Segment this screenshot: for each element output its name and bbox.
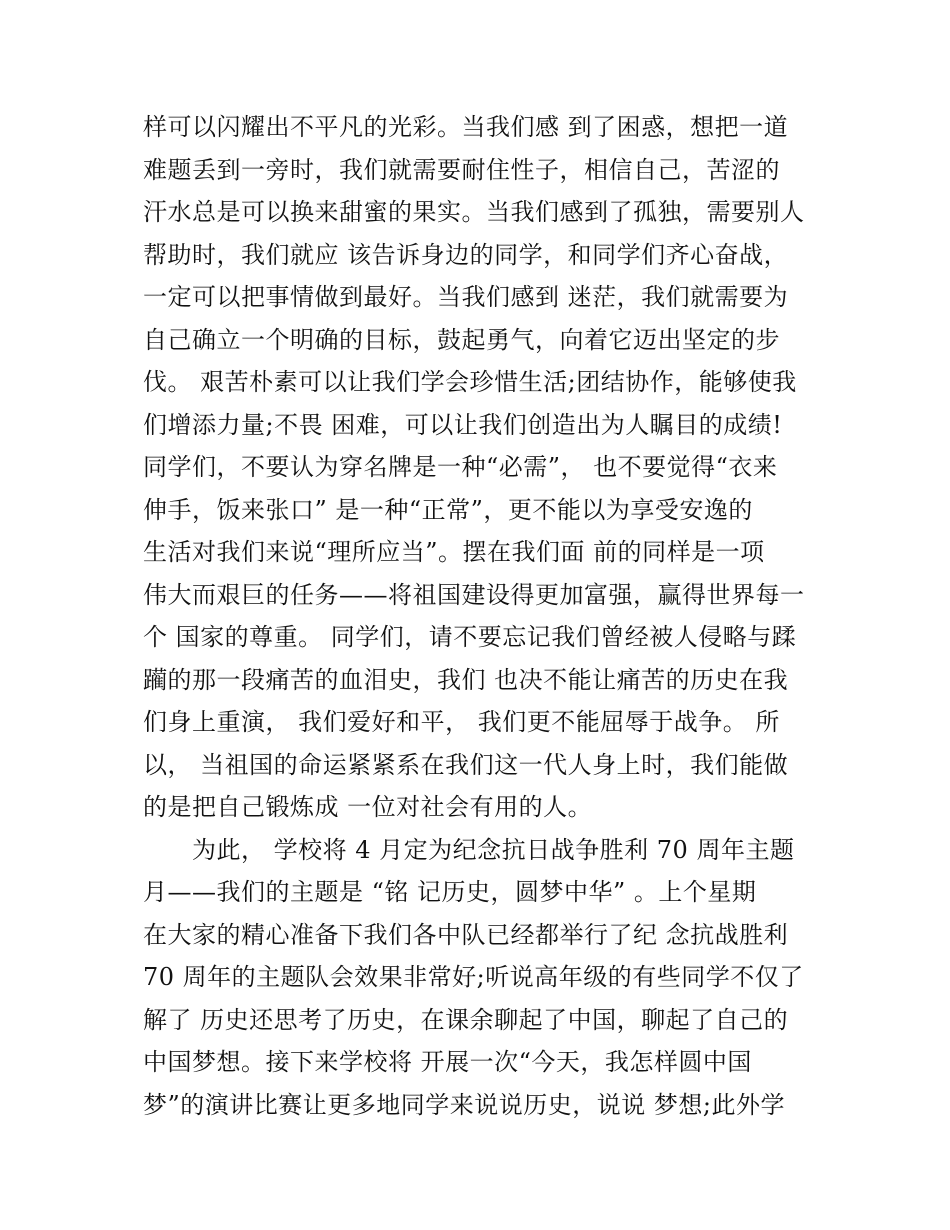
body-text [143, 106, 823, 1126]
text-line: 为此， 学校将 4 月定为纪念抗日战争胜利 70 周年主题 [143, 835, 795, 864]
text-line: 70 周年的主题队会效果非常好;听说高年级的有些同学不仅了 [143, 963, 804, 991]
text-line: 梦”的演讲比赛让更多地同学来说说历史，说说 梦想;此外学 [143, 1090, 785, 1119]
text-line: 同学们，不要认为穿名牌是一种“必需”， 也不要觉得“衣来 [143, 453, 778, 481]
text-line: 在大家的精心准备下我们各中队已经都举行了纪 念抗战胜利 [143, 920, 789, 949]
text-line: 自己确立一个明确的目标，鼓起勇气，向着它迈出坚定的步 [143, 325, 780, 354]
text-line: 解了 历史还思考了历史，在课余聊起了中国，聊起了自己的 [143, 1005, 789, 1034]
text-line: 月——我们的主题是 “铭 记历史，圆梦中华” 。上个星期 [143, 878, 757, 906]
text-line: 汗水总是可以换来甜蜜的果实。当我们感到了孤独，需要别人 [143, 198, 805, 226]
text-line: 个 国家的尊重。 同学们，请不要忘记我们曾经被人侵略与蹂 [143, 623, 797, 651]
text-line: 伐。 艰苦朴素可以让我们学会珍惜生活;团结协作，能够使我 [143, 368, 797, 396]
text-line: 中国梦想。接下来学校将 开展一次“今天，我怎样圆中国 [143, 1048, 752, 1076]
text-line: 帮助时，我们就应 该告诉身边的同学，和同学们齐心奋战， [143, 240, 789, 269]
text-line: 一定可以把事情做到最好。当我们感到 迷茫，我们就需要为 [143, 283, 789, 311]
text-line: 样可以闪耀出不平凡的光彩。当我们感 到了困惑，想把一道 [143, 113, 789, 141]
text-line: 伸手，饭来张口” 是一种“正常”，更不能以为享受安逸的 [143, 495, 753, 524]
text-line: 伟大而艰巨的任务——将祖国建设得更加富强，赢得世界每一 [143, 580, 805, 609]
text-line: 躏的那一段痛苦的血泪史，我们 也决不能让痛苦的历史在我 [143, 665, 789, 694]
text-line: 生活对我们来说“理所应当”。摆在我们面 前的同样是一项 [143, 538, 765, 566]
text-line: 们增添力量;不畏 困难，可以让我们创造出为人瞩目的成绩! [143, 410, 783, 439]
text-line: 难题丢到一旁时，我们就需要耐住性子，相信自己，苦涩的 [143, 155, 780, 184]
text-line: 以， 当祖国的命运紧紧系在我们这一代人身上时，我们能做 [143, 750, 789, 779]
text-line: 的是把自己锻炼成 一位对社会有用的人。 [143, 793, 593, 821]
text-line: 们身上重演， 我们爱好和平， 我们更不能屈辱于战争。 所 [143, 708, 780, 736]
